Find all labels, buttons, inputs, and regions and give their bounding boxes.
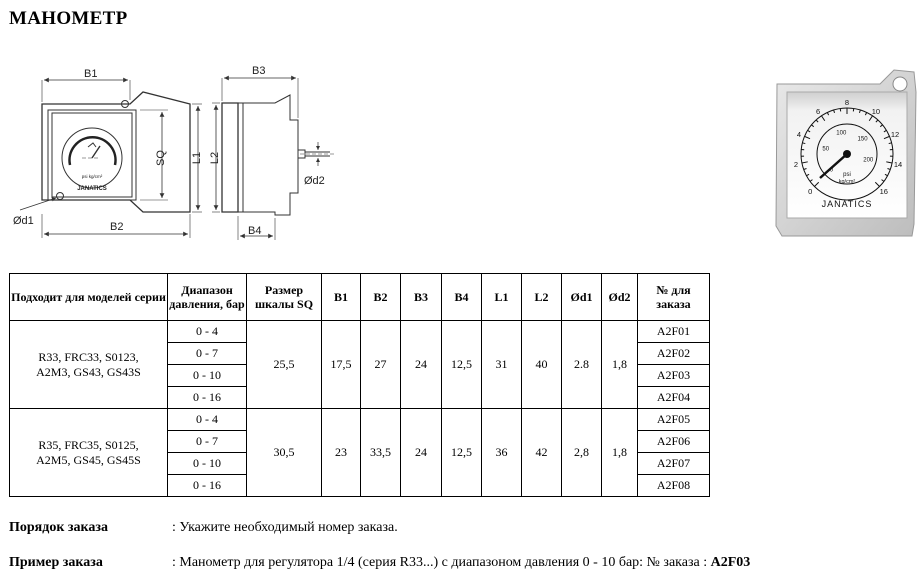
col-header-d2: Ød2 (602, 274, 638, 321)
dim-d2-label: Ød2 (304, 175, 325, 187)
drawing-brand: JANATICS (77, 186, 107, 192)
order-procedure-label: Порядок заказа (9, 520, 109, 535)
dim-sq-label: SQ (155, 150, 167, 166)
photo-brand: JANATICS (821, 199, 873, 209)
cell-range: 0 - 7 (168, 431, 247, 453)
cell-d2: 1,8 (602, 409, 638, 497)
dial-outer-label: 16 (879, 186, 888, 196)
cell-code: A2F04 (638, 387, 710, 409)
col-header-l1: L1 (482, 274, 522, 321)
dim-b3-label: B3 (252, 65, 266, 77)
col-header-models: Подходит для моделей серии (10, 274, 168, 321)
col-header-b1: B1 (322, 274, 361, 321)
cell-code: A2F07 (638, 453, 710, 475)
dim-b4-label: B4 (248, 225, 262, 237)
cell-code: A2F05 (638, 409, 710, 431)
col-header-b3: B3 (401, 274, 442, 321)
col-header-d1: Ød1 (562, 274, 602, 321)
dial-inner-label: 200 (863, 157, 874, 164)
cell-sq: 30,5 (247, 409, 322, 497)
dial-tick (802, 143, 805, 144)
dial-inner-label: 50 (822, 146, 830, 153)
cell-l2: 42 (522, 409, 562, 497)
technical-drawing (0, 55, 360, 245)
dial-inner-label: 100 (836, 130, 847, 137)
dim-b2-label: B2 (110, 221, 124, 233)
cell-l1: 36 (482, 409, 522, 497)
dial-outer-label: 2 (793, 160, 799, 170)
dial-outer-label: 0 (808, 186, 813, 196)
order-example (9, 555, 103, 571)
cell-d1: 2.8 (562, 321, 602, 409)
order-procedure-text: : Укажите необходимый номер заказа. (172, 520, 398, 535)
cell-b3: 24 (401, 321, 442, 409)
dial-outer-label: 4 (796, 130, 802, 140)
cell-range: 0 - 4 (168, 321, 247, 343)
order-example-text: : Манометр для регулятора 1/4 (серия R33...) с диапазоном давления 0 - 10 бар: № заказа : (172, 555, 711, 570)
cell-models: R35, FRC35, S0125, A2M5, GS45, GS45S (10, 409, 168, 497)
cell-b3: 24 (401, 409, 442, 497)
dial-outer-label: 14 (893, 160, 903, 170)
col-header-b2: B2 (361, 274, 401, 321)
cell-b4: 12,5 (442, 321, 482, 409)
cell-d2: 1,8 (602, 321, 638, 409)
cell-d1: 2,8 (562, 409, 602, 497)
dim-d1-label: Ød1 (13, 215, 34, 227)
cell-range: 0 - 4 (168, 409, 247, 431)
col-header-l2: L2 (522, 274, 562, 321)
dial-inner-label: 0 (829, 167, 834, 174)
dial-tick (889, 143, 892, 144)
cell-range: 0 - 16 (168, 475, 247, 497)
table-header-row (10, 274, 710, 321)
cell-code: A2F08 (638, 475, 710, 497)
dial-outer-label: 6 (816, 106, 821, 116)
col-header-range: Диапазон давления, бар (168, 274, 247, 321)
cell-l2: 40 (522, 321, 562, 409)
dial-inner-label: 150 (857, 136, 868, 143)
cell-code: A2F06 (638, 431, 710, 453)
col-header-code: № для заказа (638, 274, 710, 321)
order-example-code: A2F03 (710, 555, 751, 570)
cell-range: 0 - 16 (168, 387, 247, 409)
cell-b1: 17,5 (322, 321, 361, 409)
cell-code: A2F01 (638, 321, 710, 343)
cell-b2: 33,5 (361, 409, 401, 497)
dial-outer-label: 12 (890, 130, 900, 140)
cell-b2: 27 (361, 321, 401, 409)
page-title: МАНОМЕТР (9, 8, 128, 29)
table-row (10, 321, 710, 343)
order-procedure (9, 520, 108, 536)
dim-l1-label: L1 (191, 151, 203, 165)
cell-range: 0 - 7 (168, 343, 247, 365)
cell-b4: 12,5 (442, 409, 482, 497)
photo-unit-psi: psi (843, 172, 851, 178)
cell-l1: 31 (482, 321, 522, 409)
cell-code: A2F02 (638, 343, 710, 365)
cell-code: A2F03 (638, 365, 710, 387)
col-header-b4: B4 (442, 274, 482, 321)
dial-outer-label: 8 (844, 98, 850, 107)
dim-b1-label: B1 (84, 68, 98, 80)
product-photo (772, 66, 921, 246)
spec-table (9, 273, 710, 497)
cell-range: 0 - 10 (168, 365, 247, 387)
dim-l2-label: L2 (209, 151, 221, 165)
drawing-unit: psi kg/cm² (81, 174, 103, 179)
table-row (10, 409, 710, 431)
order-example-text-wrap (172, 555, 750, 571)
cell-sq: 25,5 (247, 321, 322, 409)
order-example-label: Пример заказа (9, 555, 103, 570)
photo-unit-kgcm: kg/cm² (838, 179, 856, 185)
cell-b1: 23 (322, 409, 361, 497)
cell-models: R33, FRC33, S0123, A2M3, GS43, GS43S (10, 321, 168, 409)
col-header-sq: Размер шкалы SQ (247, 274, 322, 321)
dial-outer-label: 10 (871, 106, 881, 116)
cell-range: 0 - 10 (168, 453, 247, 475)
